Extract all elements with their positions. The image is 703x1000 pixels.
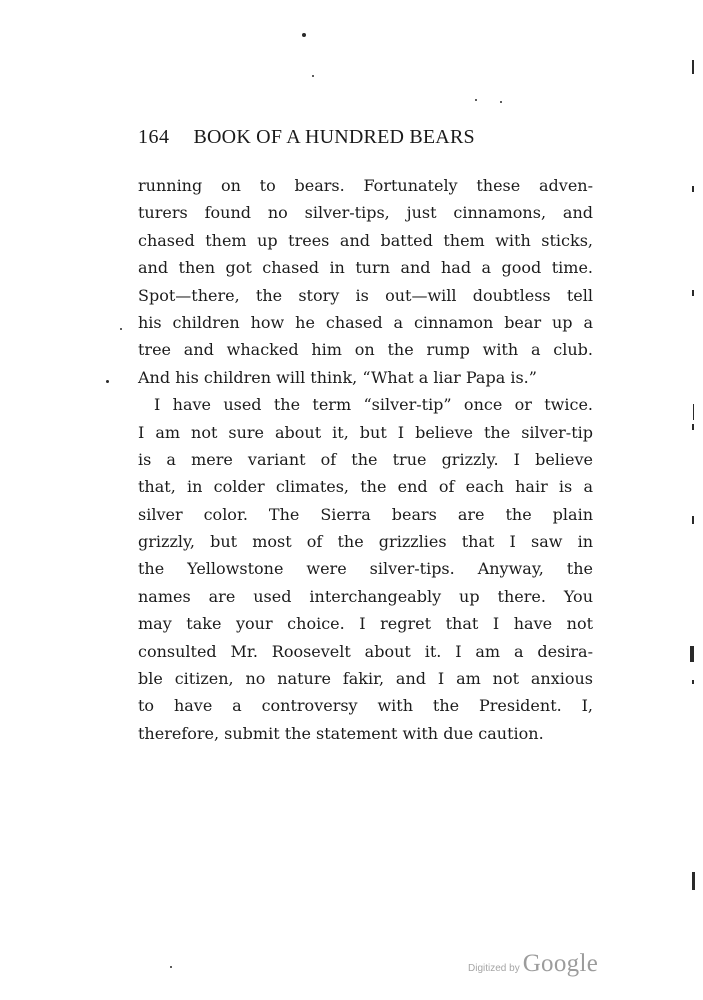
text-line: that, in colder climates, the end of each hair is a: [138, 477, 593, 497]
text-line: tree and whacked him on the rump with a club.: [138, 340, 593, 360]
digitized-by-label: Digitized by: [468, 963, 520, 974]
running-title: BOOK OF A HUNDRED BEARS: [193, 126, 475, 148]
digitized-watermark: [468, 950, 598, 978]
text-line: ble citizen, no nature fakir, and I am not anxious: [138, 669, 593, 689]
scan-mark: [692, 186, 694, 192]
text-line: his children how he chased a cinnamon bear up a: [138, 312, 593, 332]
text-line: is a mere variant of the true grizzly. I believe: [138, 449, 593, 469]
scan-mark: [692, 60, 694, 74]
text-line: silver color. The Sierra bears are the plain: [138, 504, 593, 524]
body-text: [138, 172, 593, 747]
scan-speck: [120, 328, 122, 330]
google-logo: Google: [522, 950, 599, 977]
text-line: grizzly, but most of the grizzlies that I saw in: [138, 532, 593, 552]
text-line: Spot—there, the story is out—will doubtless tell: [138, 285, 593, 305]
scan-mark: [692, 680, 694, 684]
scan-mark: [692, 290, 694, 296]
scan-mark: [690, 646, 694, 662]
page-number: 164: [138, 126, 170, 148]
text-line: running on to bears. Fortunately these adven-: [138, 176, 593, 195]
text-line: and then got chased in turn and had a good time.: [138, 258, 593, 278]
scan-mark: [693, 404, 694, 420]
scan-speck: [170, 966, 172, 968]
text-line: I am not sure about it, but I believe the silver-tip: [138, 422, 593, 442]
text-line: chased them up trees and batted them with sticks,: [138, 230, 593, 250]
text-line: the Yellowstone were silver-tips. Anyway, the: [138, 559, 593, 579]
text-line: turers found no silver-tips, just cinnamons, and: [138, 203, 593, 223]
scan-speck: [312, 75, 314, 77]
text-line: may take your choice. I regret that I have not: [138, 614, 593, 634]
text-line: names are used interchangeably up there. You: [138, 586, 593, 606]
scan-mark: [692, 872, 695, 890]
text-line: to have a controversy with the President. I,: [138, 696, 593, 716]
scan-speck: [500, 101, 502, 103]
scan-speck: [106, 380, 109, 383]
scan-speck: [302, 33, 306, 37]
text-line: And his children will think, “What a liar Papa is.”: [138, 367, 537, 387]
text-line: I have used the term “silver-tip” once or twice.: [138, 395, 593, 415]
text-line: therefore, submit the statement with due caution.: [138, 723, 544, 743]
scan-mark: [692, 424, 694, 430]
scan-mark: [692, 516, 694, 524]
page-header: [138, 126, 593, 149]
text-line: consulted Mr. Roosevelt about it. I am a desira-: [138, 641, 593, 661]
scan-speck: [475, 99, 477, 101]
